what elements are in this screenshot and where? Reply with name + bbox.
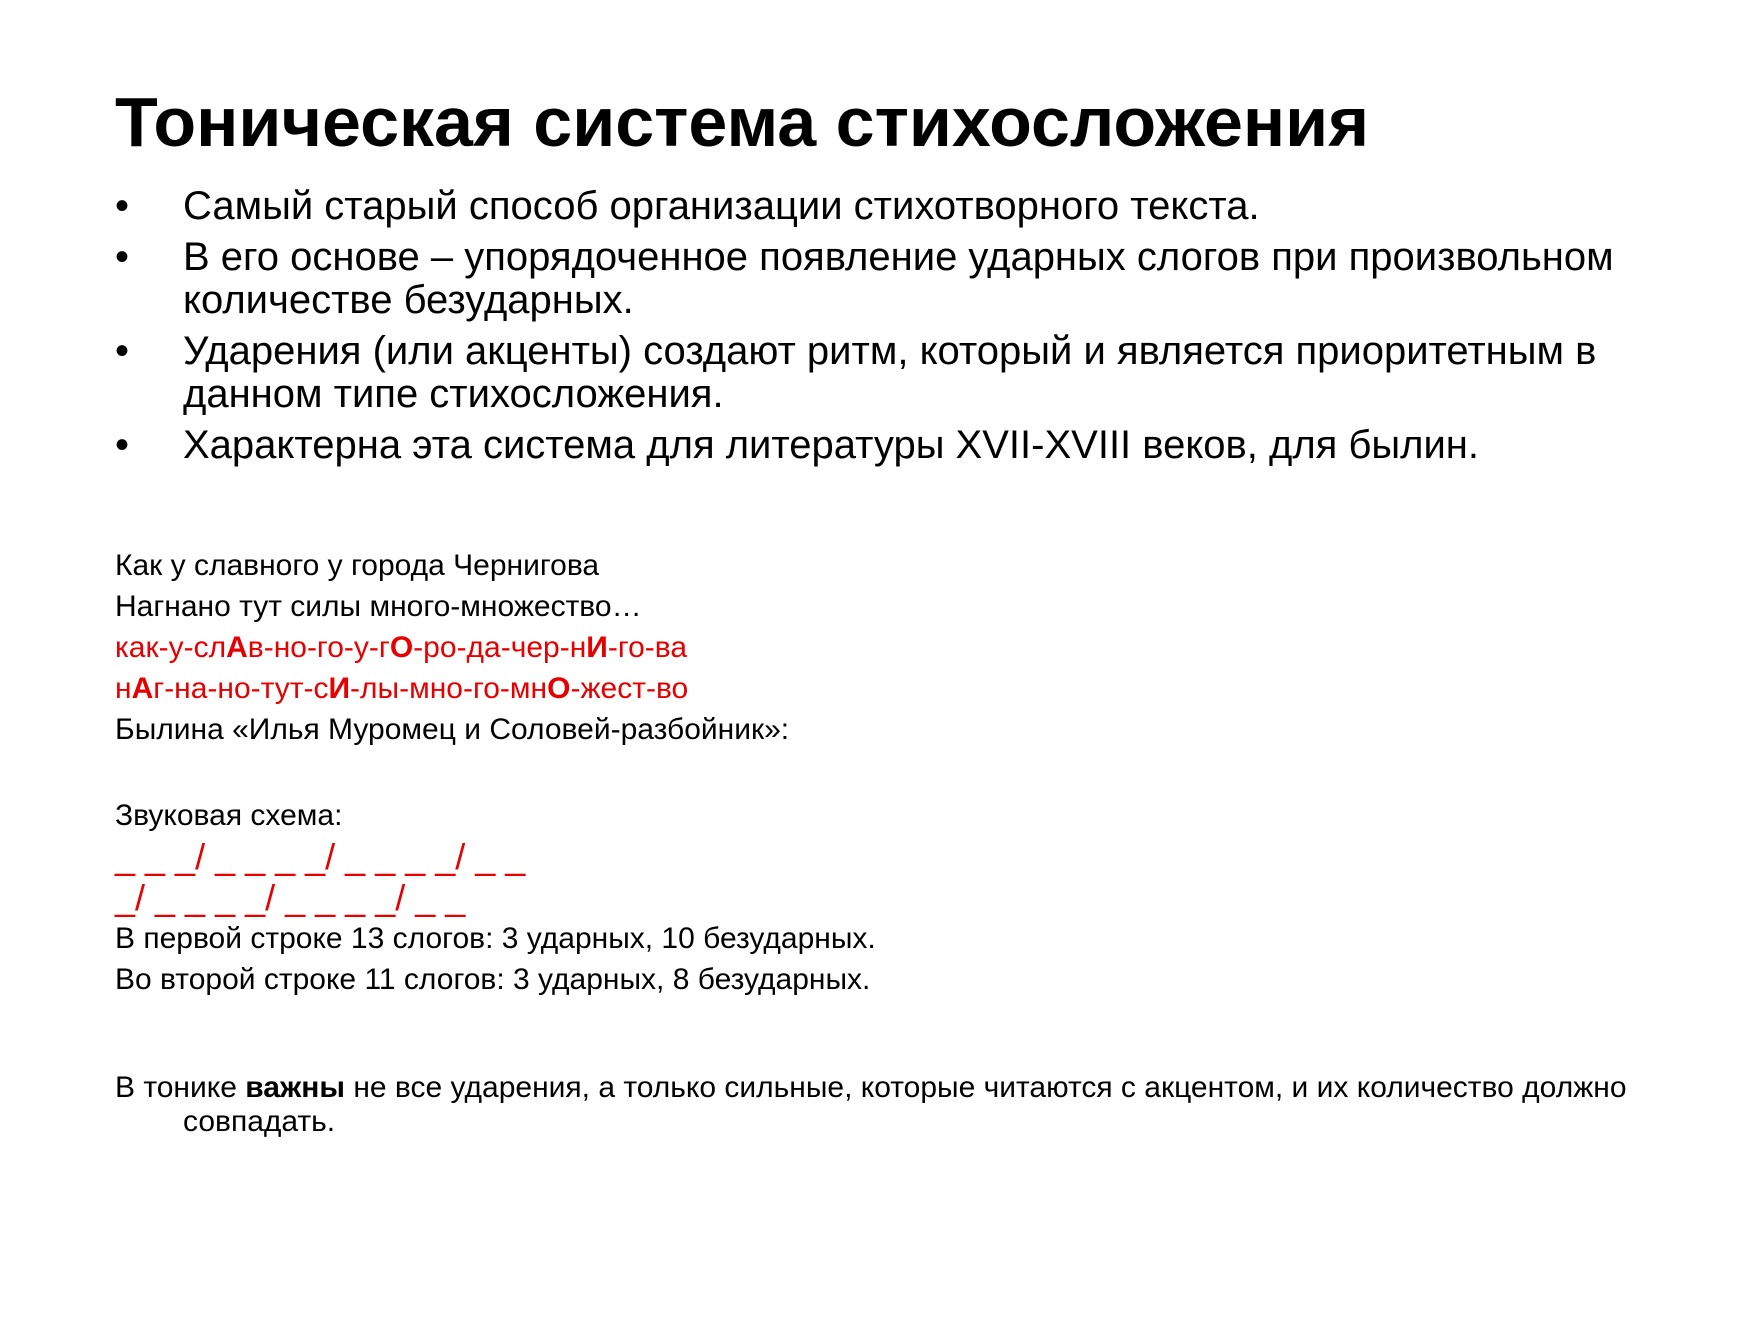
conclusion xyxy=(115,1071,1743,1139)
stressed-vowel: О xyxy=(547,672,571,705)
syllable-line-1 xyxy=(115,627,1715,668)
stressed-vowel: И xyxy=(586,631,608,664)
syllable-segment: -жест-во xyxy=(570,672,689,705)
syllable-segment: -лы-мно-го-мн xyxy=(350,672,548,705)
syllable-segment: -ро-да-чер-н xyxy=(413,631,587,664)
conclusion-text-start: В тонике xyxy=(115,1071,246,1104)
bullet-text: В его основе – упорядоченное появление ударных слогов при произвольном количестве безударных. xyxy=(183,235,1614,322)
stressed-vowel: О xyxy=(389,631,414,664)
example-block xyxy=(115,545,1715,1000)
scheme-line-1: _ _ _/ _ _ _ _/ _ _ _ _/ _ _ xyxy=(115,836,526,877)
bullet-list xyxy=(115,185,1715,475)
bullet-marker: • xyxy=(115,329,130,373)
stressed-vowel: А xyxy=(226,631,248,664)
syllable-segment: как-у-сл xyxy=(115,631,227,664)
scheme-label: Звуковая схема: xyxy=(115,799,343,832)
stressed-vowel: И xyxy=(328,672,351,705)
stressed-vowel: А xyxy=(131,672,154,705)
syllable-segment: -го-ва xyxy=(607,631,688,664)
bullet-text: Самый старый способ организации стихотворного текста. xyxy=(183,184,1260,228)
syllable-segment: н xyxy=(115,672,132,705)
bullet-item xyxy=(115,236,1715,322)
count-line-2: Во второй строке 11 слогов: 3 ударных, 8 безударных. xyxy=(115,963,871,996)
bullet-marker: • xyxy=(115,423,130,467)
syllable-segment: г-на-но-тут-с xyxy=(153,672,329,705)
bullet-marker: • xyxy=(115,235,130,279)
conclusion-text-end: не все ударения, а только сильные, которые читаются с акцентом, и их количество должно совпадать. xyxy=(183,1071,1627,1138)
bullet-item xyxy=(115,185,1715,228)
poem-line-1: Как у славного у города Чернигова xyxy=(115,549,600,582)
syllable-segment: в-но-го-у-г xyxy=(247,631,390,664)
spacer xyxy=(115,750,1715,795)
bullet-item xyxy=(115,424,1715,467)
count-line-1: В первой строке 13 слогов: 3 ударных, 10 безударных. xyxy=(115,922,876,955)
slide-title: Тоническая система стихосложения xyxy=(115,83,1370,161)
bullet-text: Характерна эта система для литературы XVII-XVIII веков, для былин. xyxy=(183,423,1479,467)
bullet-item xyxy=(115,330,1715,416)
source-caption: Былина «Илья Муромец и Соловей-разбойник»: xyxy=(115,713,790,746)
scheme-line-2: _/ _ _ _ _/ _ _ _ _/ _ _ xyxy=(115,877,466,918)
poem-line-2: Нагнано тут силы много-множество… xyxy=(115,590,642,623)
conclusion-emphasis: важны xyxy=(245,1071,345,1104)
syllable-line-2 xyxy=(115,668,1715,709)
bullet-text: Ударения (или акценты) создают ритм, который и является приоритетным в данном типе стихосложения. xyxy=(183,329,1597,416)
bullet-marker: • xyxy=(115,184,130,228)
